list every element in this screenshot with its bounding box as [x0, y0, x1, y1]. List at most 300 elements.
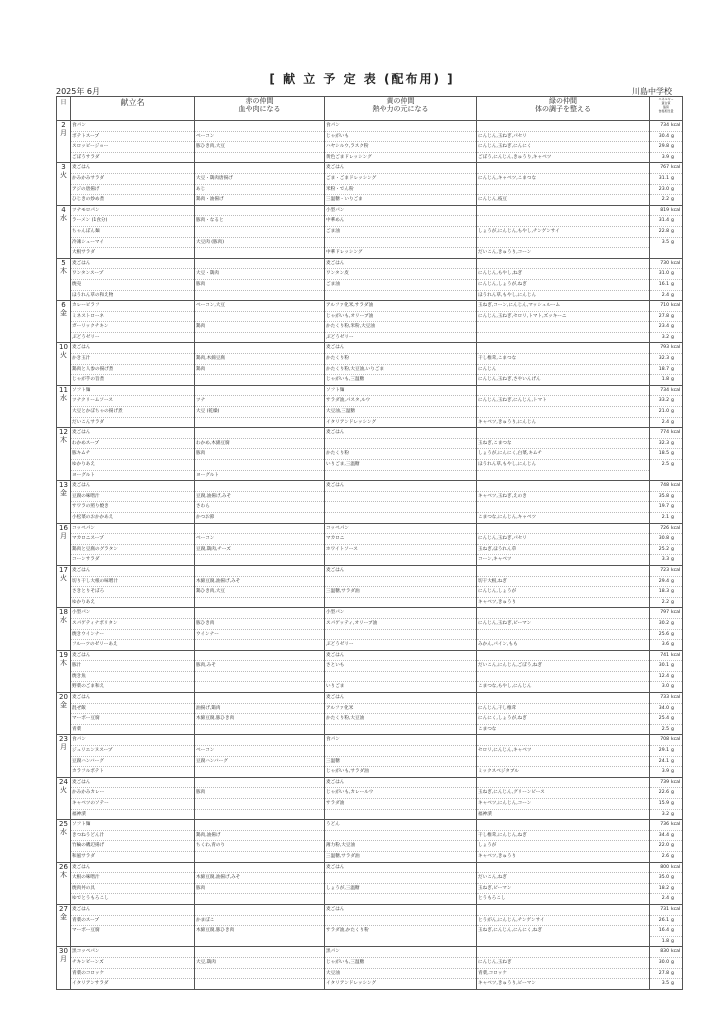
nutrition-value: 31.4 — [658, 218, 669, 224]
nutrition-unit: g — [671, 133, 674, 139]
green-food-line: にんじん,しょうが,ねぎ — [477, 280, 649, 291]
dish-line: 黒コッペパン — [71, 947, 194, 958]
nutrition-value: 3.2 — [661, 811, 669, 817]
day-date: 4 — [61, 205, 66, 214]
nutrition-cell — [650, 258, 683, 300]
yellow-food-line: かたくり粉,米粉,大豆油 — [325, 322, 476, 333]
nutrition-line — [650, 269, 682, 280]
nutrition-value: 708 — [660, 737, 669, 743]
red-food-line — [195, 682, 324, 692]
nutrition-cell — [650, 650, 683, 692]
green-food-line: にんじん,玉ねぎ,パセリ — [477, 132, 649, 143]
green-food-line: 玉ねぎ,こまつな — [477, 439, 649, 450]
green-food-line: 福神漬 — [478, 811, 492, 817]
green-food-cell — [477, 385, 650, 427]
day-row — [57, 947, 683, 989]
red-food-cell — [195, 523, 325, 565]
yellow-food-line: ぶどうゼリー — [326, 642, 354, 648]
day-weekday: 水 — [60, 828, 67, 837]
green-food-line: 干し椎茸,にんじん,ねぎ — [477, 831, 649, 842]
green-food-line — [477, 322, 649, 333]
yellow-food-cell — [325, 693, 477, 735]
nutrition-line — [650, 365, 682, 376]
yellow-food-line: 三温糖 — [325, 757, 476, 768]
nutrition-line — [650, 354, 682, 365]
nutrition-line — [650, 545, 682, 556]
green-food-line: コーン,キャベツ — [478, 557, 512, 563]
green-food-line: にんじん,しょうが — [477, 587, 649, 598]
nutrition-value: 733 — [660, 695, 669, 701]
nutrition-value: 739 — [660, 779, 669, 785]
day-weekday: 水 — [60, 616, 67, 625]
green-food-line — [477, 524, 649, 535]
green-food-cell — [477, 481, 650, 523]
day-date: 16 — [59, 523, 68, 532]
nutrition-line — [650, 291, 682, 301]
nutrition-value: 27.8 — [658, 313, 669, 319]
green-food-line — [477, 386, 649, 397]
dish-line: カラフルポテト — [72, 769, 104, 775]
green-food-cell — [477, 777, 650, 819]
nutrition-unit: g — [671, 843, 674, 849]
nutrition-value: 30.0 — [658, 959, 669, 965]
yellow-food-line — [325, 630, 476, 641]
green-food-line — [477, 863, 649, 874]
yellow-food-cell — [325, 523, 477, 565]
nutrition-value: 723 — [660, 567, 669, 573]
nutrition-unit: g — [671, 631, 674, 637]
green-food-line: 切干大根,ねぎ — [477, 577, 649, 588]
day-cell — [57, 163, 71, 205]
dish-line: 麦ごはん — [71, 428, 194, 439]
nutrition-line — [650, 746, 682, 757]
day-weekday: 火 — [60, 171, 67, 180]
nutrition-cell — [650, 820, 683, 862]
green-food-line — [477, 471, 649, 481]
dish-cell — [71, 565, 195, 607]
red-food-line: 豚ひき肉,大豆 — [195, 142, 324, 153]
dish-cell — [71, 820, 195, 862]
nutrition-value: 819 — [660, 207, 669, 213]
yellow-food-line: 麦ごはん — [325, 778, 476, 789]
day-cell — [57, 258, 71, 300]
nutrition-unit: g — [671, 790, 674, 796]
green-food-line: みかん,パイン,もも — [478, 642, 518, 648]
dish-line: だいこんサラダ — [72, 419, 105, 425]
yellow-food-cell — [325, 565, 477, 607]
nutrition-line — [650, 947, 682, 958]
nutrition-line — [650, 757, 682, 768]
dish-line: 冷凍シューマイ — [71, 238, 194, 249]
yellow-food-line: 麦ごはん — [325, 343, 476, 354]
day-cell — [57, 205, 71, 258]
day-weekday: 金 — [60, 489, 67, 498]
yellow-food-line: マカロニ — [325, 534, 476, 545]
day-row — [57, 820, 683, 862]
green-food-line: にんじん,玉ねぎ,さやいんげん — [478, 377, 541, 383]
nutrition-value: 30.1 — [658, 663, 669, 669]
nutrition-unit: g — [671, 197, 674, 203]
day-cell — [57, 565, 71, 607]
header-dish: 献立名 — [71, 97, 195, 121]
red-food-line: 大豆・鶏肉唐揚げ — [195, 174, 324, 185]
red-food-line — [195, 291, 324, 301]
red-food-line: 豆腐,鶏肉,チーズ — [195, 545, 324, 556]
nutrition-line — [650, 619, 682, 630]
green-food-cell — [477, 258, 650, 300]
nutrition-value: 2.4 — [661, 419, 669, 425]
red-food-line — [195, 121, 324, 132]
dish-line: わかめスープ — [71, 439, 194, 450]
red-food-cell — [195, 428, 325, 481]
day-cell — [57, 735, 71, 777]
red-food-line — [195, 163, 324, 174]
dish-line: かみかみサラダ — [71, 174, 194, 185]
nutrition-unit: g — [671, 642, 674, 648]
nutrition-value: 23.4 — [658, 324, 669, 330]
nutrition-unit: g — [671, 673, 674, 679]
day-weekday: 月 — [60, 955, 67, 964]
dish-line: ひじきの炒め煮 — [72, 197, 105, 203]
dish-line: ツナモロパン — [71, 206, 194, 217]
red-food-line — [195, 640, 324, 650]
day-row — [57, 385, 683, 427]
day-cell — [57, 693, 71, 735]
nutrition-value: 35.8 — [658, 493, 669, 499]
red-food-line: 豚ひき肉 — [195, 619, 324, 630]
menu-table — [56, 96, 683, 990]
day-date: 30 — [59, 947, 68, 956]
dish-line: 福神漬 — [72, 811, 86, 817]
yellow-food-line: サラダ油 — [325, 799, 476, 810]
nutrition-line — [650, 693, 682, 704]
page-title: [ 献 立 予 定 表 (配布用) ] — [269, 72, 455, 86]
nutrition-unit: g — [671, 440, 674, 446]
green-food-line — [477, 216, 649, 227]
yellow-food-line: 三温糖,サラダ油 — [325, 587, 476, 598]
nutrition-unit: kcal — [671, 303, 681, 309]
green-food-line — [477, 259, 649, 270]
red-food-line: 鶏ひき肉,大豆 — [195, 587, 324, 598]
green-food-line — [477, 651, 649, 662]
green-food-line — [477, 481, 649, 492]
nutrition-line — [650, 132, 682, 143]
nutrition-unit: kcal — [671, 567, 681, 573]
nutrition-unit: g — [671, 726, 674, 732]
yellow-food-line: 小型パン — [325, 206, 476, 217]
menu-body — [57, 121, 683, 990]
yellow-food-line: じゃがいも,オリーブ油 — [325, 312, 476, 323]
nutrition-value: 32.3 — [658, 356, 669, 362]
green-food-line — [477, 757, 649, 768]
red-food-cell — [195, 301, 325, 343]
nutrition-value: 3.2 — [661, 334, 669, 340]
yellow-food-line — [325, 916, 476, 927]
nutrition-line — [650, 163, 682, 174]
nutrition-value: 3.5 — [661, 981, 669, 987]
green-food-line: こまつな,もやし,にんじん — [478, 684, 532, 690]
dish-line: 野菜のごま和え — [72, 684, 105, 690]
day-weekday: 火 — [60, 351, 67, 360]
day-weekday: 金 — [60, 912, 67, 921]
nutrition-value: 726 — [660, 525, 669, 531]
nutrition-unit: g — [671, 271, 674, 277]
nutrition-unit: g — [671, 175, 674, 181]
nutrition-unit: g — [671, 705, 674, 711]
nutrition-line — [650, 449, 682, 460]
nutrition-line — [650, 608, 682, 619]
dish-line: ほうれん草の和え物 — [72, 292, 114, 298]
nutrition-line — [650, 969, 682, 980]
red-food-line — [195, 418, 324, 428]
red-food-line — [195, 343, 324, 354]
red-food-cell — [195, 205, 325, 258]
yellow-food-cell — [325, 735, 477, 777]
red-food-line: 豚肉・なると — [195, 216, 324, 227]
school-name: 川島中学校 — [632, 87, 672, 96]
header-nutrition-line2: 蛋白質 — [661, 101, 671, 105]
green-food-line — [477, 343, 649, 354]
yellow-food-cell — [325, 777, 477, 819]
green-food-line — [477, 163, 649, 174]
yellow-food-line: 中華ドレッシング — [326, 250, 363, 256]
dish-line: 竹輪の磯辺揚げ — [71, 841, 194, 852]
green-food-line: だいこん,ねぎ — [477, 873, 649, 884]
nutrition-unit: g — [671, 557, 674, 563]
yellow-food-line — [325, 513, 476, 523]
nutrition-unit: g — [671, 281, 674, 287]
green-food-cell — [477, 820, 650, 862]
green-food-line: にんじん,もやし,ねぎ — [477, 269, 649, 280]
green-food-line — [477, 566, 649, 577]
header-yellow-line2: 熱や力の元になる — [372, 105, 429, 113]
dish-cell — [71, 862, 195, 904]
nutrition-line — [650, 979, 682, 989]
day-cell — [57, 608, 71, 650]
nutrition-value: 2.5 — [661, 726, 669, 732]
nutrition-value: 25.6 — [658, 631, 669, 637]
nutrition-value: 29.8 — [658, 144, 669, 150]
yellow-food-line: 麦ごはん — [325, 428, 476, 439]
yellow-food-line: アルファ化米 — [325, 704, 476, 715]
day-weekday: 木 — [60, 870, 67, 879]
red-food-line: かつお節 — [196, 514, 215, 520]
nutrition-value: 3.6 — [661, 642, 669, 648]
nutrition-unit: g — [671, 589, 674, 595]
green-food-line: キャベツ,きゅうり — [478, 853, 517, 859]
nutrition-value: 3.9 — [661, 769, 669, 775]
red-food-line: 豚肉,みそ — [195, 661, 324, 672]
day-row — [57, 258, 683, 300]
header-nutrition-line1: エネルギー — [658, 97, 674, 101]
yellow-food-line: 三温糖・いりごま — [326, 197, 363, 203]
green-food-line: にんじん,玉ねぎ — [477, 958, 649, 969]
day-weekday: 水 — [60, 393, 67, 402]
nutrition-line — [650, 492, 682, 503]
nutrition-line — [650, 259, 682, 270]
green-food-cell — [477, 904, 650, 946]
green-food-cell — [477, 523, 650, 565]
day-weekday: 金 — [60, 309, 67, 318]
nutrition-value: 35.0 — [658, 875, 669, 881]
red-food-line — [195, 894, 324, 904]
nutrition-cell — [650, 693, 683, 735]
nutrition-unit: kcal — [671, 207, 681, 213]
green-food-line: ほうれん草,もやし,にんじん — [478, 292, 537, 298]
nutrition-value: 2.5 — [661, 462, 669, 467]
red-food-cell — [195, 481, 325, 523]
green-food-line: 玉ねぎ,コーン,にんじん,マッシュルーム — [477, 301, 649, 312]
day-row — [57, 693, 683, 735]
yellow-food-line: 麦ごはん — [325, 651, 476, 662]
red-food-line — [195, 524, 324, 535]
dish-line: 麦ごはん — [71, 778, 194, 789]
nutrition-unit: g — [671, 324, 674, 330]
day-cell — [57, 904, 71, 946]
day-date: 6 — [61, 301, 66, 310]
nutrition-line — [650, 598, 682, 608]
red-food-line: かまぼこ — [195, 916, 324, 927]
dish-line: ちゃんぽん麺 — [71, 227, 194, 238]
day-cell — [57, 523, 71, 565]
yellow-food-line — [325, 725, 476, 735]
nutrition-value: 1.8 — [661, 938, 669, 944]
nutrition-line — [650, 312, 682, 323]
dish-cell — [71, 777, 195, 819]
nutrition-value: 18.7 — [658, 366, 669, 372]
red-food-line: ウインナー — [195, 630, 324, 641]
dish-line: スパゲティナポリタン — [71, 619, 194, 630]
nutrition-unit: g — [671, 313, 674, 319]
yellow-food-line: 三温糖,サラダ油 — [326, 853, 360, 859]
nutrition-cell — [650, 862, 683, 904]
yellow-food-cell — [325, 947, 477, 989]
nutrition-unit: kcal — [671, 864, 681, 870]
red-food-line: 鶏肉・油揚げ — [196, 197, 224, 203]
nutrition-line — [650, 238, 682, 248]
red-food-line: 油揚げ,鶏肉 — [195, 704, 324, 715]
green-food-line: 玉ねぎ,ほうれん草 — [477, 545, 649, 556]
red-food-line — [195, 206, 324, 217]
nutrition-line — [650, 810, 682, 820]
dish-line: ヨーグルト — [72, 472, 95, 478]
nutrition-unit: kcal — [671, 949, 681, 955]
red-food-line — [195, 481, 324, 492]
red-food-line: 木綿豆腐,油揚げ,みそ — [195, 577, 324, 588]
nutrition-value: 736 — [660, 822, 669, 828]
green-food-line: にんじん,干し椎茸 — [477, 704, 649, 715]
red-food-line: ちくわ,青のり — [195, 841, 324, 852]
dish-line: 麦ごはん — [71, 651, 194, 662]
nutrition-unit: g — [671, 769, 674, 775]
nutrition-unit: g — [671, 144, 674, 150]
yellow-food-line — [325, 555, 476, 565]
day-row — [57, 301, 683, 343]
nutrition-value: 32.3 — [658, 440, 669, 446]
red-food-line: 大豆 (乾燥) — [195, 407, 324, 418]
nutrition-unit: kcal — [671, 165, 681, 171]
day-weekday: 火 — [60, 785, 67, 794]
green-food-cell — [477, 205, 650, 258]
yellow-food-line: 大豆油,三温糖 — [325, 407, 476, 418]
nutrition-line — [650, 375, 682, 385]
nutrition-value: 800 — [660, 864, 669, 870]
nutrition-line — [650, 142, 682, 153]
nutrition-value: 25.4 — [658, 716, 669, 722]
yellow-food-line: じゃがいも,三温糖 — [325, 958, 476, 969]
red-food-line: 豆腐ハンバーグ — [195, 757, 324, 768]
dish-line: 混ぜ飯 — [71, 704, 194, 715]
dish-line: 豆腐ハンバーグ — [71, 757, 194, 768]
day-weekday: 木 — [60, 266, 67, 275]
dish-line: イタリアンサラダ — [72, 981, 109, 987]
nutrition-line — [650, 227, 682, 238]
nutrition-value: 734 — [660, 387, 669, 393]
nutrition-unit: g — [671, 832, 674, 838]
red-food-line: 大豆・鶏肉 — [195, 269, 324, 280]
dish-line: ラーメン (1食分) — [71, 216, 194, 227]
day-row — [57, 428, 683, 481]
dish-line: フルーツのゼリーあえ — [72, 642, 118, 648]
nutrition-cell — [650, 205, 683, 258]
yellow-food-line: 黄色ごまドレッシング — [326, 154, 372, 160]
nutrition-cell — [650, 343, 683, 385]
dish-line: アジの唐揚げ — [71, 185, 194, 196]
yellow-food-cell — [325, 608, 477, 650]
dish-line: 麦ごはん — [71, 905, 194, 916]
nutrition-line — [650, 343, 682, 354]
nutrition-unit: g — [671, 154, 674, 160]
yellow-food-line: コッペパン — [325, 524, 476, 535]
nutrition-value: 734 — [660, 123, 669, 128]
nutrition-unit: g — [671, 684, 674, 690]
red-food-line — [195, 428, 324, 439]
green-food-line: にんじん,玉ねぎ,ピーマン — [477, 619, 649, 630]
nutrition-unit: g — [671, 493, 674, 499]
day-cell — [57, 301, 71, 343]
nutrition-value: 12.4 — [658, 673, 669, 679]
nutrition-value: 2.4 — [661, 896, 669, 902]
dish-line: ソフト麺 — [71, 820, 194, 831]
nutrition-unit: g — [671, 419, 674, 425]
day-date: 5 — [61, 258, 66, 267]
dish-line: コッペパン — [71, 524, 194, 535]
yellow-food-line — [325, 291, 476, 301]
day-row — [57, 163, 683, 205]
nutrition-value: 29.1 — [658, 748, 669, 754]
nutrition-unit: g — [671, 356, 674, 362]
dish-cell — [71, 205, 195, 258]
header-nutrition-line4: 食塩相当量 — [658, 109, 674, 113]
dish-line: 焼売 — [71, 280, 194, 291]
green-food-line — [477, 428, 649, 439]
dish-line: 切り干し大根の味噌汁 — [71, 577, 194, 588]
nutrition-unit: g — [671, 504, 674, 510]
nutrition-unit: kcal — [671, 822, 681, 828]
nutrition-value: 30.8 — [658, 536, 669, 542]
yellow-food-line: いりごま,三温糖 — [325, 460, 476, 471]
yellow-food-cell — [325, 650, 477, 692]
yellow-food-line: じゃがいも,三温糖 — [326, 377, 365, 383]
nutrition-line — [650, 513, 682, 523]
red-food-line: わかめ,木綿豆腐 — [195, 439, 324, 450]
nutrition-value: 30.2 — [658, 620, 669, 626]
green-food-cell — [477, 650, 650, 692]
yellow-food-cell — [325, 301, 477, 343]
yellow-food-line: ぶどうゼリー — [326, 334, 354, 340]
green-food-cell — [477, 163, 650, 205]
nutrition-line — [650, 852, 682, 862]
